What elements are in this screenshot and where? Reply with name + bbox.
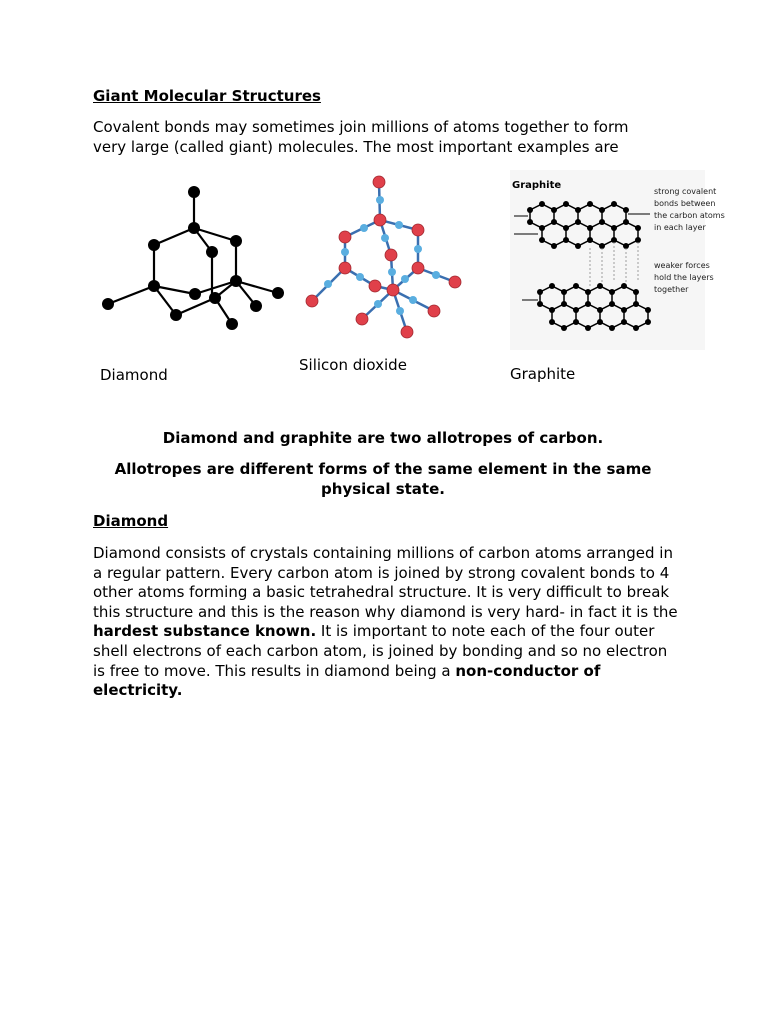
diamond-paragraph-text-2: It is important to note each of the four outer shell electrons of each carbon atom, is joined by bonding and so no electron is free to move. This results in diamond being a bbox=[93, 622, 668, 680]
page-title: Giant Molecular Structures bbox=[93, 87, 321, 105]
graphite-figure-title: Graphite bbox=[512, 180, 562, 191]
diamond-structure-figure bbox=[95, 180, 295, 340]
caption-silicon-dioxide: Silicon dioxide bbox=[299, 356, 407, 374]
allotropes-statement: Diamond and graphite are two allotropes of carbon. bbox=[162, 429, 604, 447]
caption-graphite: Graphite bbox=[510, 365, 576, 383]
intro-paragraph: Covalent bonds may sometimes join millions of atoms together to form very large (called giant) molecules. The most important examples are bbox=[93, 118, 629, 156]
diamond-paragraph-bold-1: hardest substance known. bbox=[93, 622, 317, 641]
svg-text:weaker forces: weaker forces bbox=[654, 261, 710, 270]
svg-text:hold the layers: hold the layers bbox=[654, 273, 714, 282]
diamond-paragraph-text-1: Diamond consists of crystals containing millions of carbon atoms arranged in a regular pattern. Every carbon atom is joined by strong covalent bonds to 4 other atoms forming a basic tetrahedral structure. It is very difficult to break this structure and this is the reason why diamond is very hard- in fact it is the bbox=[93, 544, 678, 621]
diamond-paragraph bbox=[93, 544, 678, 701]
svg-text:in each layer: in each layer bbox=[654, 223, 706, 232]
caption-diamond: Diamond bbox=[100, 366, 168, 384]
svg-text:strong covalent: strong covalent bbox=[654, 187, 717, 196]
silicon-dioxide-structure-figure bbox=[300, 170, 470, 340]
diamond-paragraph-bold-2: non-conductor of electricity. bbox=[93, 661, 601, 700]
section-heading-diamond: Diamond bbox=[93, 512, 169, 530]
graphite-structure-figure bbox=[510, 170, 725, 350]
svg-text:together: together bbox=[654, 285, 689, 294]
svg-text:bonds between: bonds between bbox=[654, 199, 716, 208]
allotropes-definition: Allotropes are different forms of the same element in the same physical state. bbox=[114, 460, 652, 498]
svg-text:the carbon atoms: the carbon atoms bbox=[654, 211, 725, 220]
